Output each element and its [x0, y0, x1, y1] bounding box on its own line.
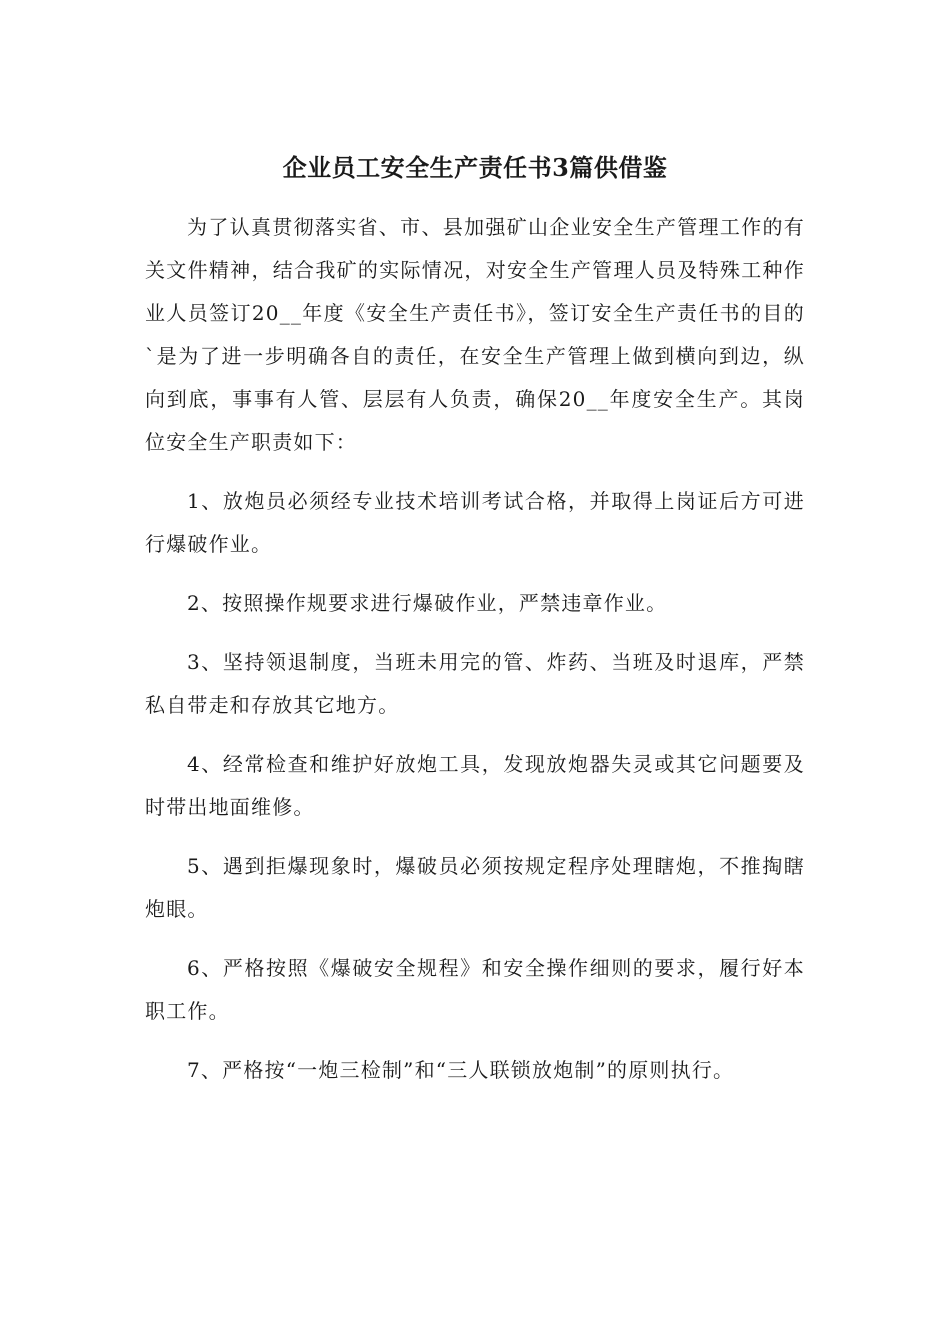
duty-item-2: 2、按照操作规要求进行爆破作业，严禁违章作业。	[187, 591, 668, 615]
duty-item-5: 5、遇到拒爆现象时，爆破员必须按规定程序处理瞎炮，不推掏瞎炮眼。	[145, 854, 805, 921]
document-title: 企业员工安全生产责任书3篇供借鉴	[282, 153, 668, 182]
duty-item-6: 6、严格按照《爆破安全规程》和安全操作细则的要求，履行好本职工作。	[145, 956, 805, 1023]
document-body	[145, 206, 805, 1108]
intro-paragraph: 为了认真贯彻落实省、市、县加强矿山企业安全生产管理工作的有关文件精神，结合我矿的实际情况，对安全生产管理人员及特殊工种作业人员签订20__年度《安全生产责任书》，签订安全生产责任书的目的`是为了进一步明确各自的责任，在安全生产管理上做到横向到边，纵向到底，事事有人管、层层有人负责，确保20__年度安全生产。其岗位安全生产职责如下：	[145, 215, 805, 454]
duty-item-7: 7、严格按“一炮三检制”和“三人联锁放炮制”的原则执行。	[187, 1058, 735, 1082]
duty-item-4: 4、经常检查和维护好放炮工具，发现放炮器失灵或其它问题要及时带出地面维修。	[145, 752, 805, 819]
duty-item-3: 3、坚持领退制度，当班未用完的管、炸药、当班及时退库，严禁私自带走和存放其它地方。	[145, 650, 805, 717]
duty-item-1: 1、放炮员必须经专业技术培训考试合格，并取得上岗证后方可进行爆破作业。	[145, 489, 805, 556]
